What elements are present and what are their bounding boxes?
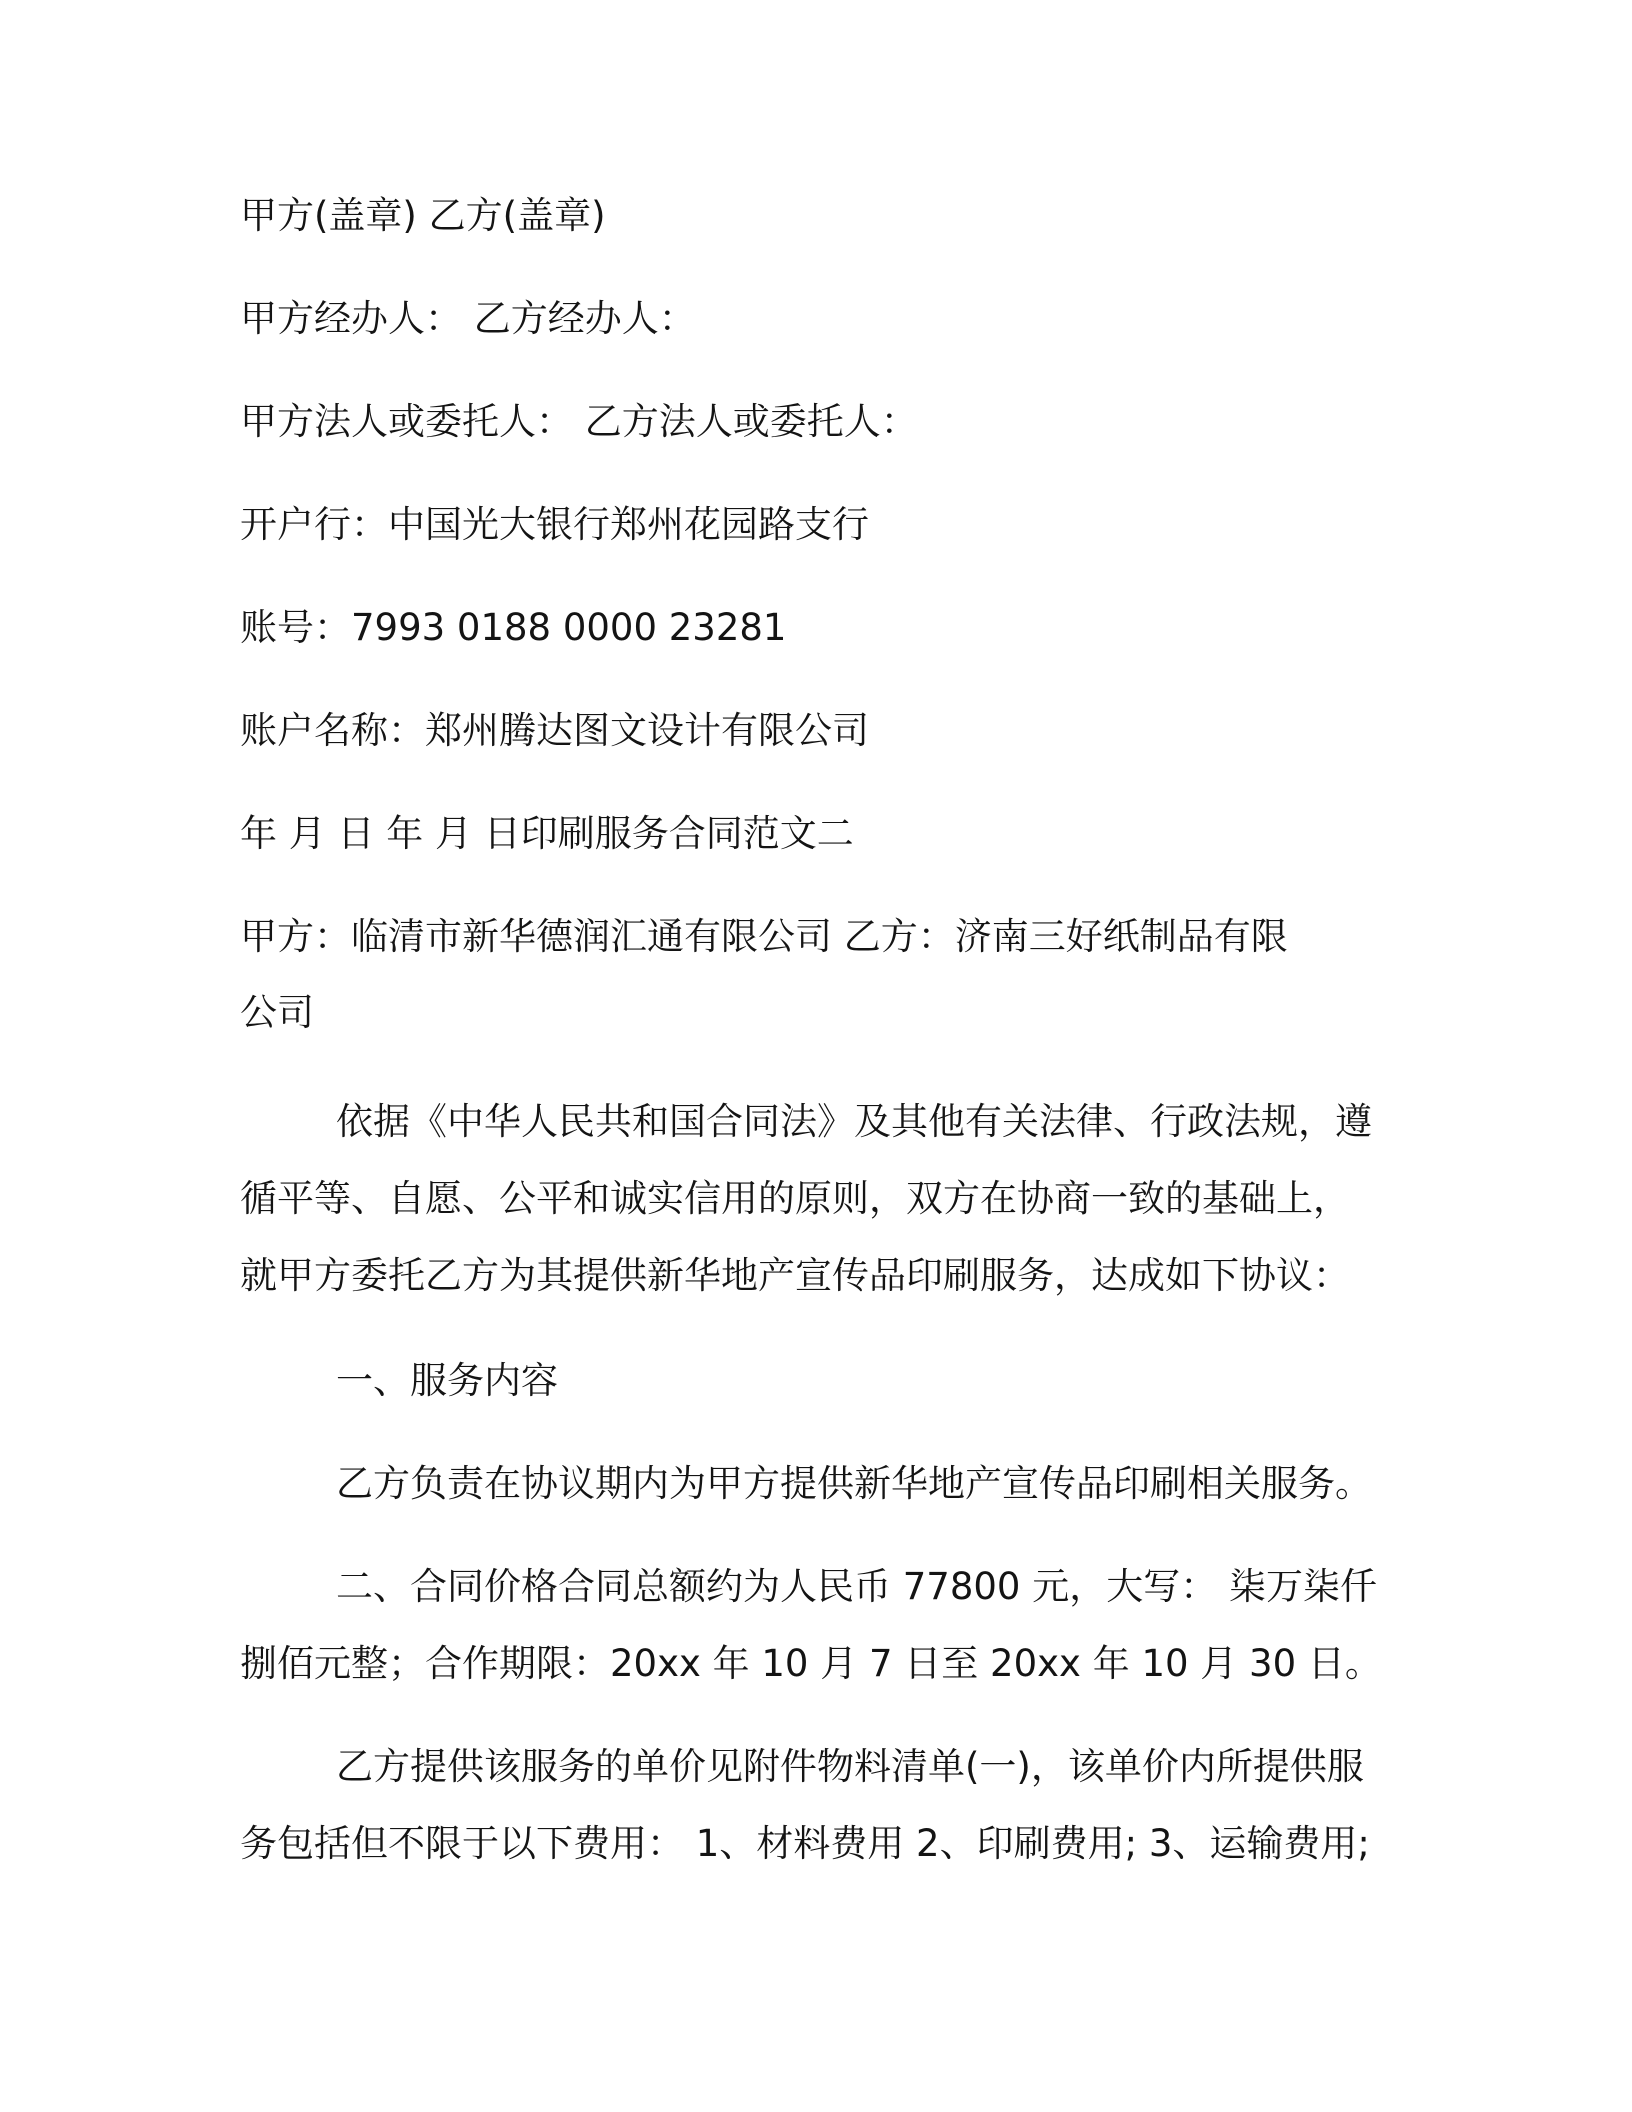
parties-line-1: 甲方：临清市新华德润汇通有限公司 乙方：济南三好纸制品有限 — [240, 915, 1288, 958]
parties-line-2: 公司 — [240, 991, 314, 1034]
unit-price-line-1: 乙方提供该服务的单价见附件物料清单(一)，该单价内所提供服 — [336, 1745, 1364, 1788]
basis-line-3: 就甲方委托乙方为其提供新华地产宣传品印刷服务，达成如下协议： — [240, 1254, 1350, 1297]
basis-line-1: 依据《中华人民共和国合同法》及其他有关法律、行政法规，遵 — [336, 1100, 1372, 1143]
price-line-1: 二、合同价格合同总额约为人民币 77800 元，大写： 柒万柒仟 — [336, 1565, 1377, 1608]
section-one-heading: 一、服务内容 — [336, 1359, 558, 1402]
date-title-line: 年 月 日 年 月 日印刷服务合同范文二 — [240, 812, 854, 855]
account-line: 账号：7993 0188 0000 23281 — [240, 606, 787, 649]
seal-line: 甲方(盖章) 乙方(盖章) — [240, 194, 606, 237]
basis-line-2: 循平等、自愿、公平和诚实信用的原则，双方在协商一致的基础上， — [240, 1177, 1350, 1220]
handler-line: 甲方经办人： 乙方经办人： — [240, 297, 696, 340]
service-desc-line: 乙方负责在协议期内为甲方提供新华地产宣传品印刷相关服务。 — [336, 1462, 1372, 1505]
bank-line: 开户行：中国光大银行郑州花园路支行 — [240, 503, 869, 546]
price-line-2: 捌佰元整；合作期限：20xx 年 10 月 7 日至 20xx 年 10 月 30 日。 — [240, 1642, 1382, 1685]
legal-rep-line: 甲方法人或委托人： 乙方法人或委托人： — [240, 400, 918, 443]
account-name-line: 账户名称：郑州腾达图文设计有限公司 — [240, 709, 869, 752]
unit-price-line-2: 务包括但不限于以下费用： 1、材料费用 2、印刷费用; 3、运输费用; — [240, 1822, 1370, 1865]
